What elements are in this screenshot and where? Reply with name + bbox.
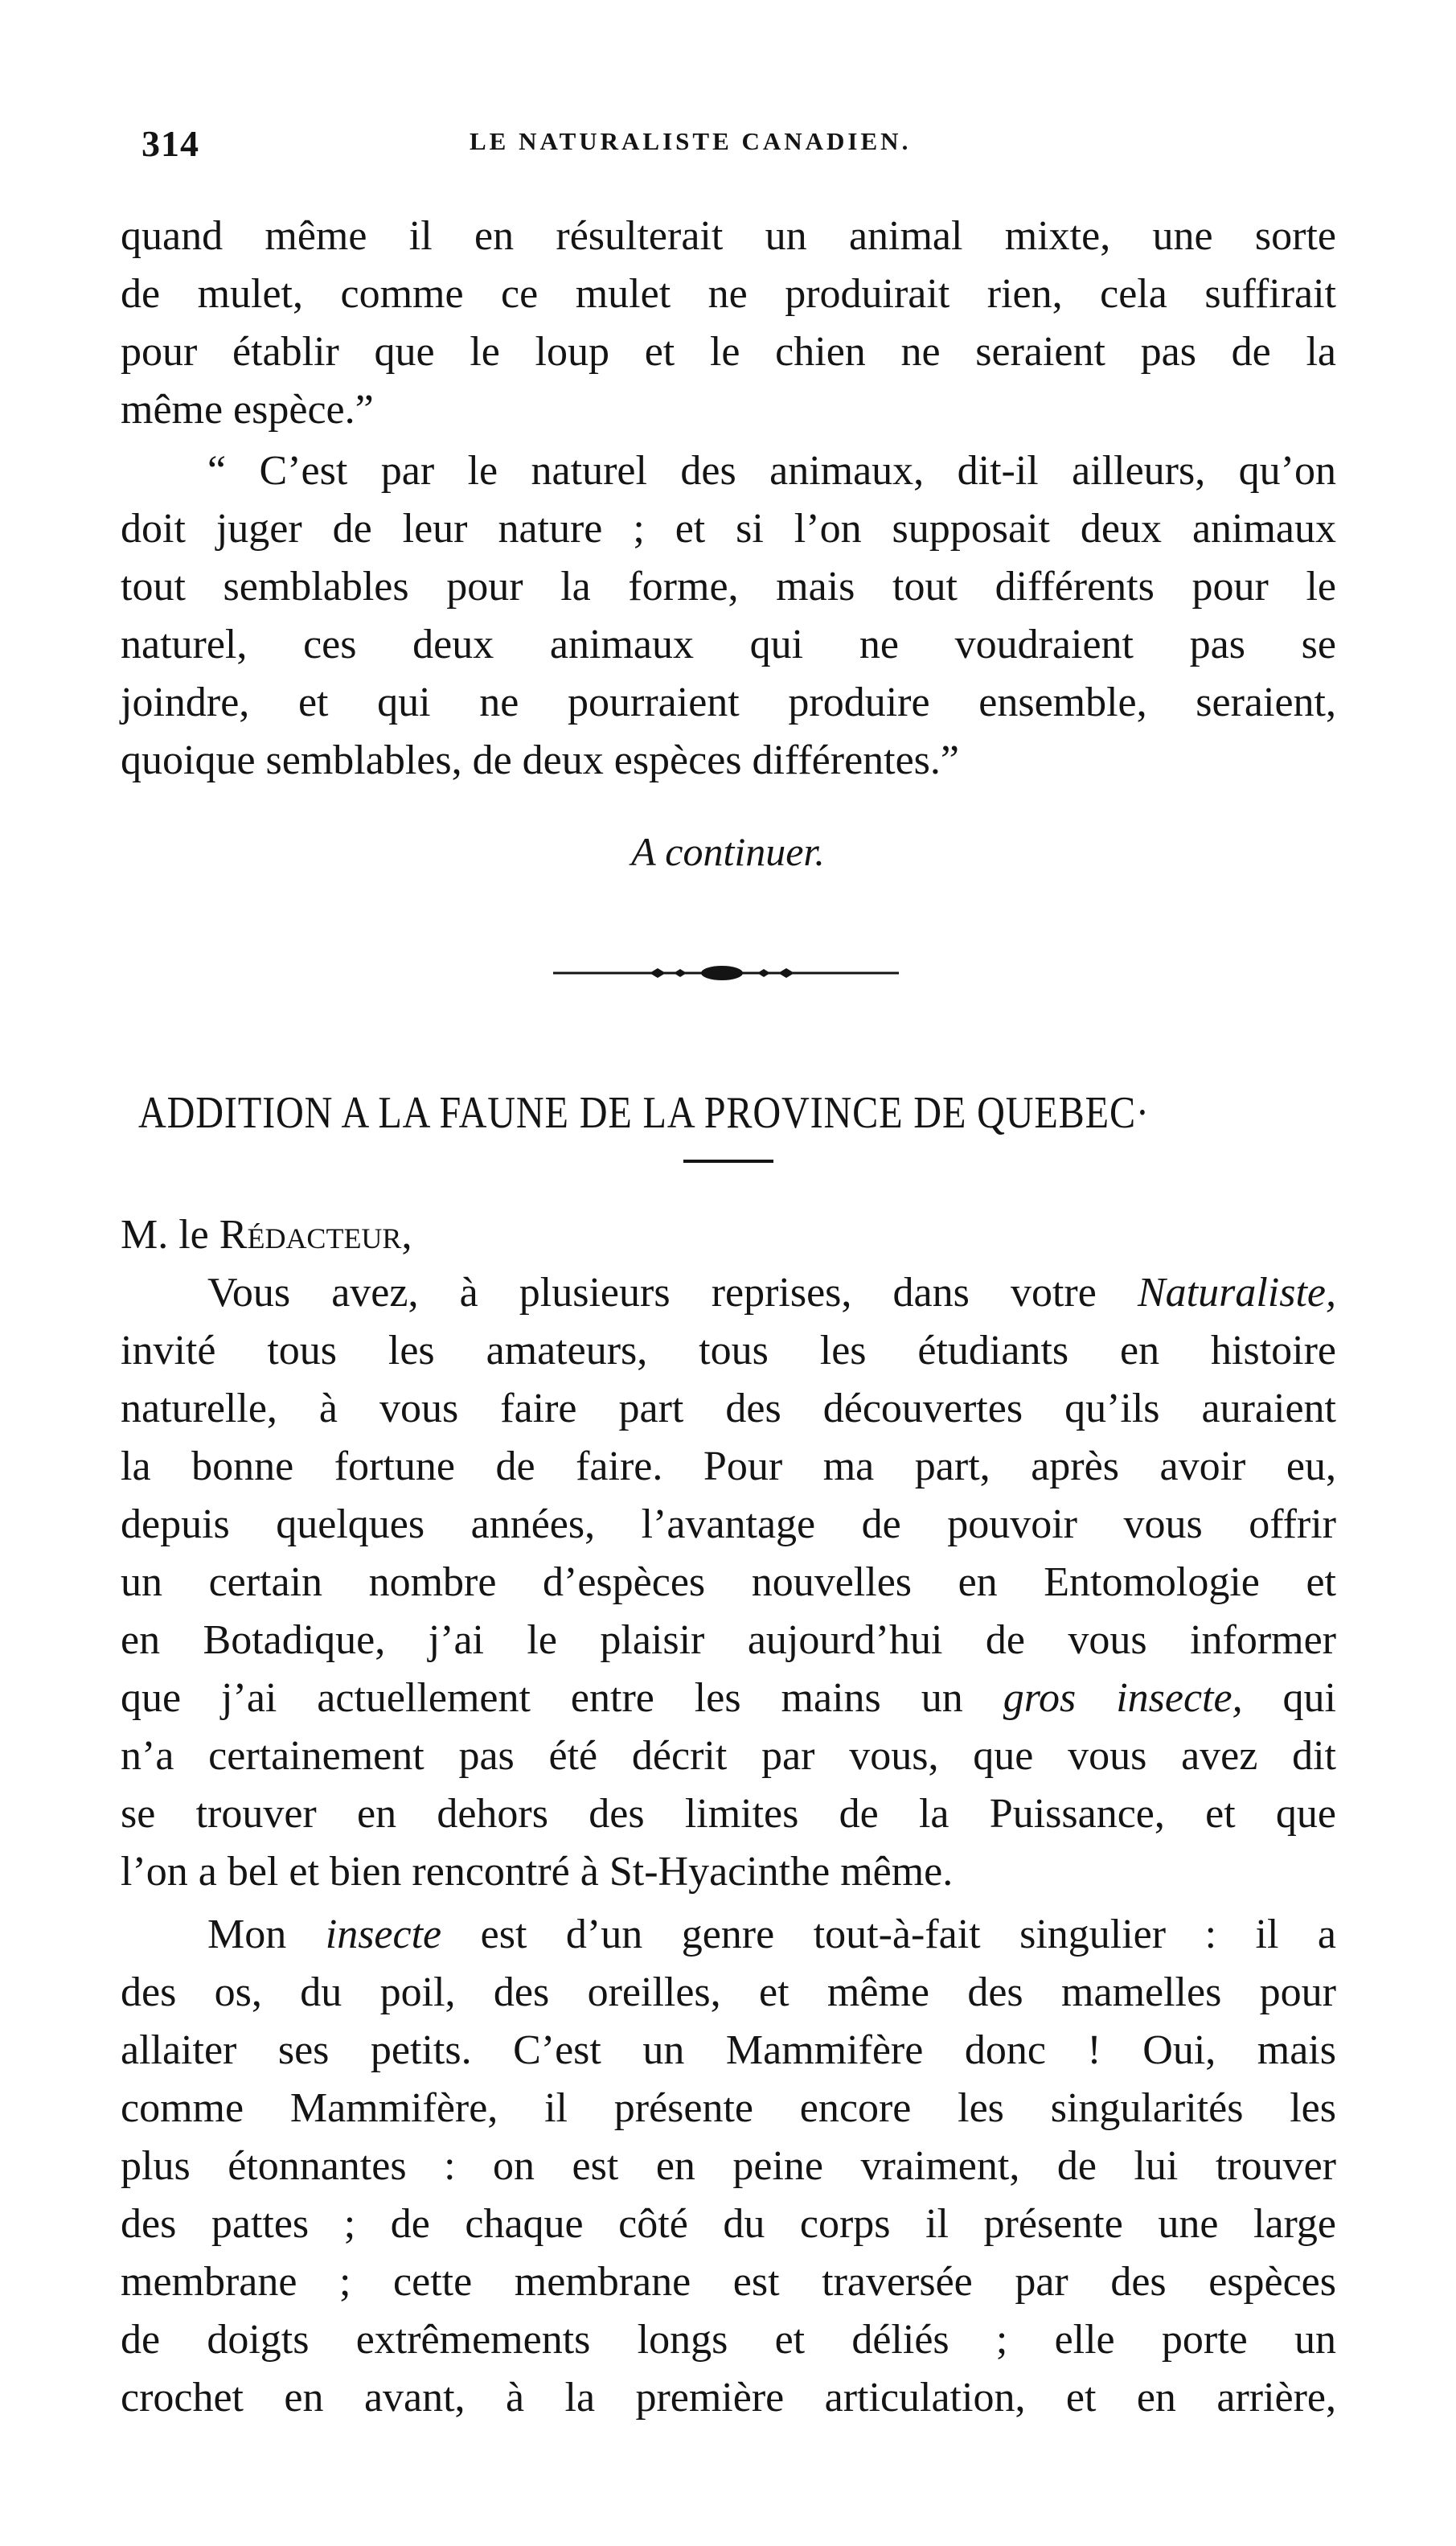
text-line: naturelle, à vous faire part des découvertes qu’ils auraient — [121, 1386, 1336, 1431]
text-line: n’a certainement pas été décrit par vous, que vous avez dit — [121, 1733, 1336, 1779]
salutation — [121, 1206, 412, 1264]
text-line: joindre, et qui ne pourraient produire ensemble, seraient, — [121, 680, 1336, 725]
text-line: se trouver en dehors des limites de la Puissance, et que — [121, 1791, 1336, 1837]
running-head: LE NATURALISTE CANADIEN. — [470, 127, 912, 155]
italic-text: insecte — [325, 1912, 442, 1957]
text-line: comme Mammifère, il présente encore les singularités les — [121, 2085, 1336, 2131]
text-line: un certain nombre d’espèces nouvelles en Entomologie et — [121, 1559, 1336, 1605]
text-line: l’on a bel et bien rencontré à St-Hyacinthe même. — [121, 1849, 954, 1895]
text-line: de doigts extrêmements longs et déliés ; elle porte un — [121, 2317, 1336, 2363]
text-line: quand même il en résulterait un animal mixte, une sorte — [121, 213, 1336, 259]
section-divider-ornament — [553, 957, 899, 989]
text-line — [121, 1906, 1336, 1964]
text-line: des pattes ; de chaque côté du corps il présente une large — [121, 2201, 1336, 2247]
page-number: 314 — [141, 123, 199, 164]
text-line: membrane ; cette membrane est traversée par des espèces — [121, 2259, 1336, 2305]
text-line: crochet en avant, à la première articulation, et en arrière, — [121, 2375, 1336, 2421]
text-run: Vous avez, à plusieurs reprises, dans votre — [207, 1270, 1138, 1316]
paragraph-letter-intro — [121, 1264, 1336, 1901]
paragraph-quote-continuation — [121, 207, 1336, 439]
text-run: est d’un genre tout-à-fait singulier : il a — [441, 1912, 1336, 1957]
text-line: doit juger de leur nature ; et si l’on supposait deux animaux — [121, 506, 1336, 552]
text-line — [121, 1264, 1336, 1322]
text-run: que j’ai actuellement entre les mains un — [121, 1675, 1003, 1721]
text-line: pour établir que le loup et le chien ne seraient pas de la — [121, 329, 1336, 375]
text-line: la bonne fortune de faire. Pour ma part, après avoir eu, — [121, 1443, 1336, 1489]
text-line: depuis quelques années, l’avantage de pouvoir vous offrir — [121, 1501, 1336, 1547]
text-run: qui — [1242, 1675, 1336, 1721]
text-line: quoique semblables, de deux espèces différentes.” — [121, 737, 959, 783]
article-title: ADDITION A LA FAUNE DE LA PROVINCE DE QUEBEC· — [138, 1087, 1150, 1138]
salutation-prefix: M. le — [121, 1212, 219, 1258]
text-run: Mon — [207, 1912, 326, 1957]
text-line: “ C’est par le naturel des animaux, dit-il ailleurs, qu’on — [207, 448, 1336, 494]
text-line — [121, 1669, 1336, 1727]
text-line: invité tous les amateurs, tous les étudiants en histoire — [121, 1328, 1336, 1374]
title-rule — [683, 1160, 773, 1163]
italic-text: Naturaliste, — [1137, 1270, 1336, 1316]
text-line: naturel, ces deux animaux qui ne voudraient pas se — [121, 622, 1336, 667]
text-line: même espèce.” — [121, 387, 374, 433]
page-header — [141, 122, 1333, 170]
text-line: plus étonnantes : on est en peine vraiment, de lui trouver — [121, 2143, 1336, 2189]
paragraph-quote-naturel — [121, 442, 1336, 790]
text-line: en Botadique, j’ai le plaisir aujourd’hui de vous informer — [121, 1617, 1336, 1663]
paragraph-insect-description — [121, 1906, 1336, 2427]
continuation-note: A continuer. — [631, 829, 825, 874]
text-line: des os, du poil, des oreilles, et même des mamelles pour — [121, 1969, 1336, 2015]
italic-text: gros insecte, — [1003, 1675, 1243, 1721]
text-line: tout semblables pour la forme, mais tout différents pour le — [121, 564, 1336, 610]
text-line: de mulet, comme ce mulet ne produirait rien, cela suffirait — [121, 271, 1336, 317]
text-line: allaiter ses petits. C’est un Mammifère donc ! Oui, mais — [121, 2027, 1336, 2073]
salutation-addressee: Rédacteur — [219, 1212, 402, 1258]
salutation-punctuation: , — [401, 1212, 412, 1258]
